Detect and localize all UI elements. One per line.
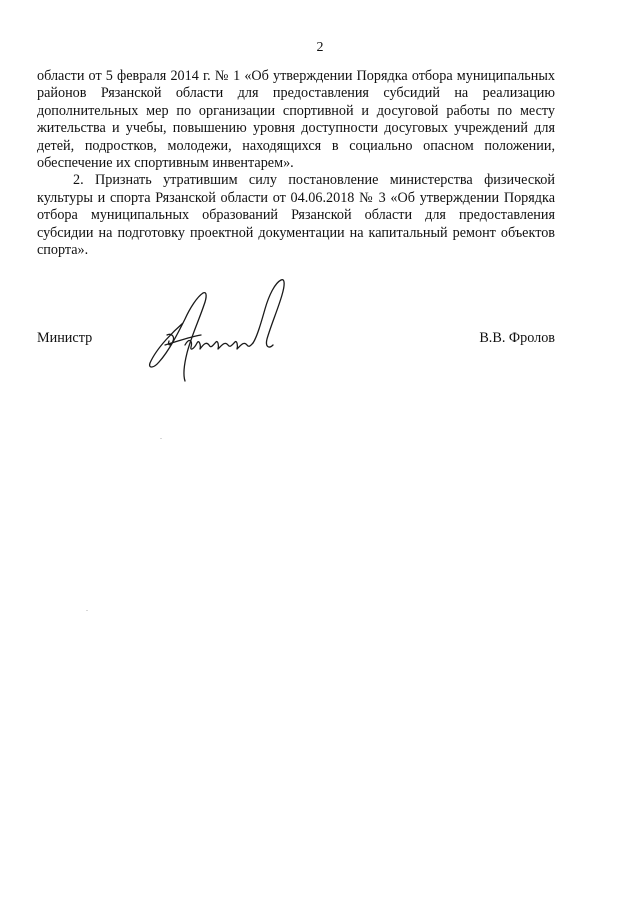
paragraph-item-2: 2. Признать утратившим силу постановление министерства физической культуры и спорта Рязанской области от 04.06.2018 № 3 «Об утверждении Порядка отбора муниципальных образований Рязанской области для предоставления субсидии на подготовку проектной документации на капитальный ремонт объектов спорта».	[37, 172, 555, 259]
paragraph-continuation: области от 5 февраля 2014 г. № 1 «Об утверждении Порядка отбора муниципальных районов Рязанской области для предоставления субсидий на реализацию дополнительных мер по организации спортивной и досуговой работы по месту жительства и учебы, повышению уровня доступности досуговых учреждений для детей, подростков, молодежи, находящихся в социально опасном положении, обеспечение их спортивным инвентарем».	[37, 68, 555, 172]
handwritten-signature	[145, 275, 305, 390]
scan-speck	[160, 438, 162, 439]
document-body	[37, 68, 555, 259]
signatory-title: Министр	[37, 330, 93, 346]
page-number: 2	[316, 40, 324, 55]
signatory-name: В.В. Фролов	[479, 330, 555, 346]
scan-speck	[86, 610, 88, 611]
